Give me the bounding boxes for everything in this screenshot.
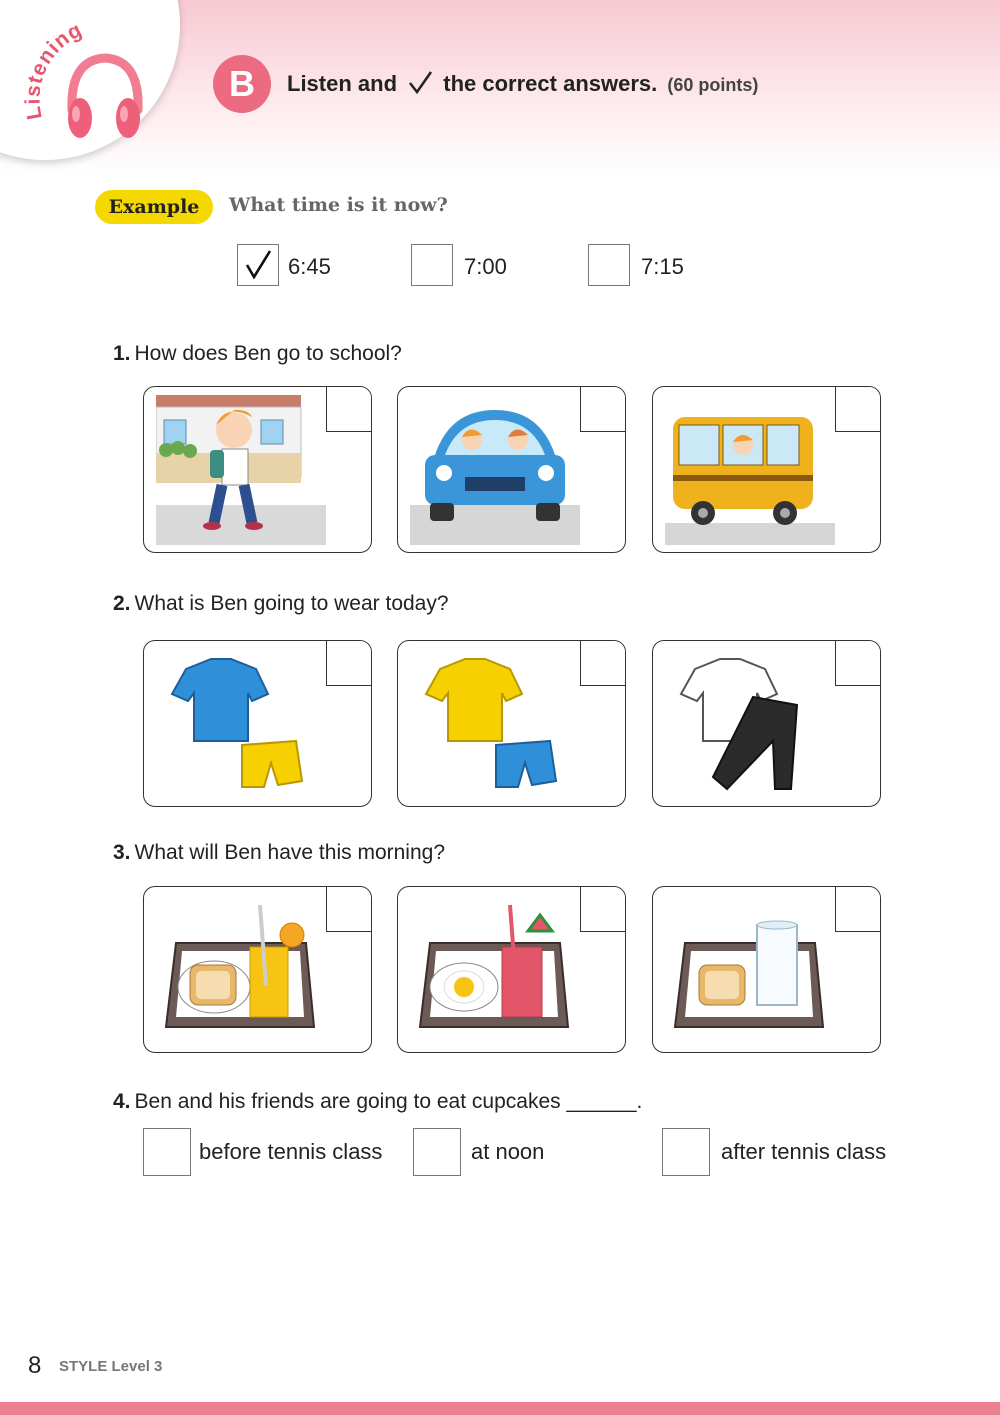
checkmark-icon	[238, 245, 278, 285]
question-2	[113, 592, 449, 616]
points-label: (60 points)	[667, 75, 759, 95]
example-checkbox-1[interactable]	[237, 244, 279, 286]
q1-checkbox-2[interactable]	[580, 386, 626, 432]
q4-checkbox-1[interactable]	[143, 1128, 191, 1176]
instruction-heading	[287, 70, 758, 97]
q4-checkbox-3[interactable]	[662, 1128, 710, 1176]
question-4	[113, 1090, 642, 1114]
q2-checkbox-3[interactable]	[835, 640, 881, 686]
q4-option-1: before tennis class	[199, 1139, 383, 1164]
q3-checkbox-2[interactable]	[580, 886, 626, 932]
q2-option-blue-shirt[interactable]	[143, 640, 372, 807]
headphones-icon	[68, 58, 140, 138]
example-label: Example	[95, 190, 213, 224]
checkmark-icon	[407, 70, 433, 96]
yellow-shirt-blue-shorts-picture	[410, 649, 580, 799]
egg-watermelon-juice-picture	[410, 895, 580, 1045]
example-checkbox-2[interactable]	[411, 244, 453, 286]
question-1	[113, 342, 402, 366]
q4-checkbox-2[interactable]	[413, 1128, 461, 1176]
yellow-bus-picture	[665, 395, 835, 545]
question-number: 4.	[113, 1090, 131, 1113]
footer-bar	[0, 1402, 1000, 1415]
q3-option-egg-juice[interactable]	[397, 886, 626, 1053]
q3-checkbox-1[interactable]	[326, 886, 372, 932]
toast-milk-picture	[665, 895, 835, 1045]
q1-option-bus[interactable]	[652, 386, 881, 553]
blue-shirt-yellow-shorts-picture	[156, 649, 326, 799]
q1-option-car[interactable]	[397, 386, 626, 553]
q4-option-3: after tennis class	[721, 1139, 887, 1164]
q4-option-2: at noon	[471, 1139, 545, 1164]
question-number: 1.	[113, 342, 131, 365]
question-number: 3.	[113, 841, 131, 864]
q3-option-toast-milk[interactable]	[652, 886, 881, 1053]
white-shirt-black-pants-picture	[665, 649, 835, 799]
example-option-3: 7:15	[641, 254, 684, 279]
question-number: 2.	[113, 592, 131, 615]
example-option-1: 6:45	[288, 254, 331, 279]
listening-label: Listening	[21, 17, 87, 122]
q2-option-white-shirt[interactable]	[652, 640, 881, 807]
page-number: 8	[28, 1352, 42, 1379]
listening-badge-graphic	[0, 0, 190, 170]
example-checkbox-3[interactable]	[588, 244, 630, 286]
boy-walking-picture	[156, 395, 326, 545]
question-text: What will Ben have this morning?	[134, 841, 445, 864]
question-text: What is Ben going to wear today?	[134, 592, 449, 615]
q2-checkbox-2[interactable]	[580, 640, 626, 686]
q2-option-yellow-shirt[interactable]	[397, 640, 626, 807]
q1-checkbox-1[interactable]	[326, 386, 372, 432]
q3-option-toast-juice[interactable]	[143, 886, 372, 1053]
instruction-before: Listen and	[287, 71, 398, 96]
q2-checkbox-1[interactable]	[326, 640, 372, 686]
q1-checkbox-3[interactable]	[835, 386, 881, 432]
blue-car-picture	[410, 395, 580, 545]
question-3	[113, 841, 445, 865]
section-letter-badge: B	[213, 55, 271, 113]
question-text: How does Ben go to school?	[134, 342, 402, 365]
example-option-2: 7:00	[464, 254, 507, 279]
instruction-after: the correct answers.	[443, 71, 658, 96]
question-text: Ben and his friends are going to eat cupcakes ______.	[134, 1090, 643, 1113]
book-title: STYLE Level 3	[59, 1358, 163, 1375]
q1-option-walk[interactable]	[143, 386, 372, 553]
q3-checkbox-3[interactable]	[835, 886, 881, 932]
example-question: What time is it now?	[229, 194, 448, 216]
toast-orange-juice-picture	[156, 895, 326, 1045]
